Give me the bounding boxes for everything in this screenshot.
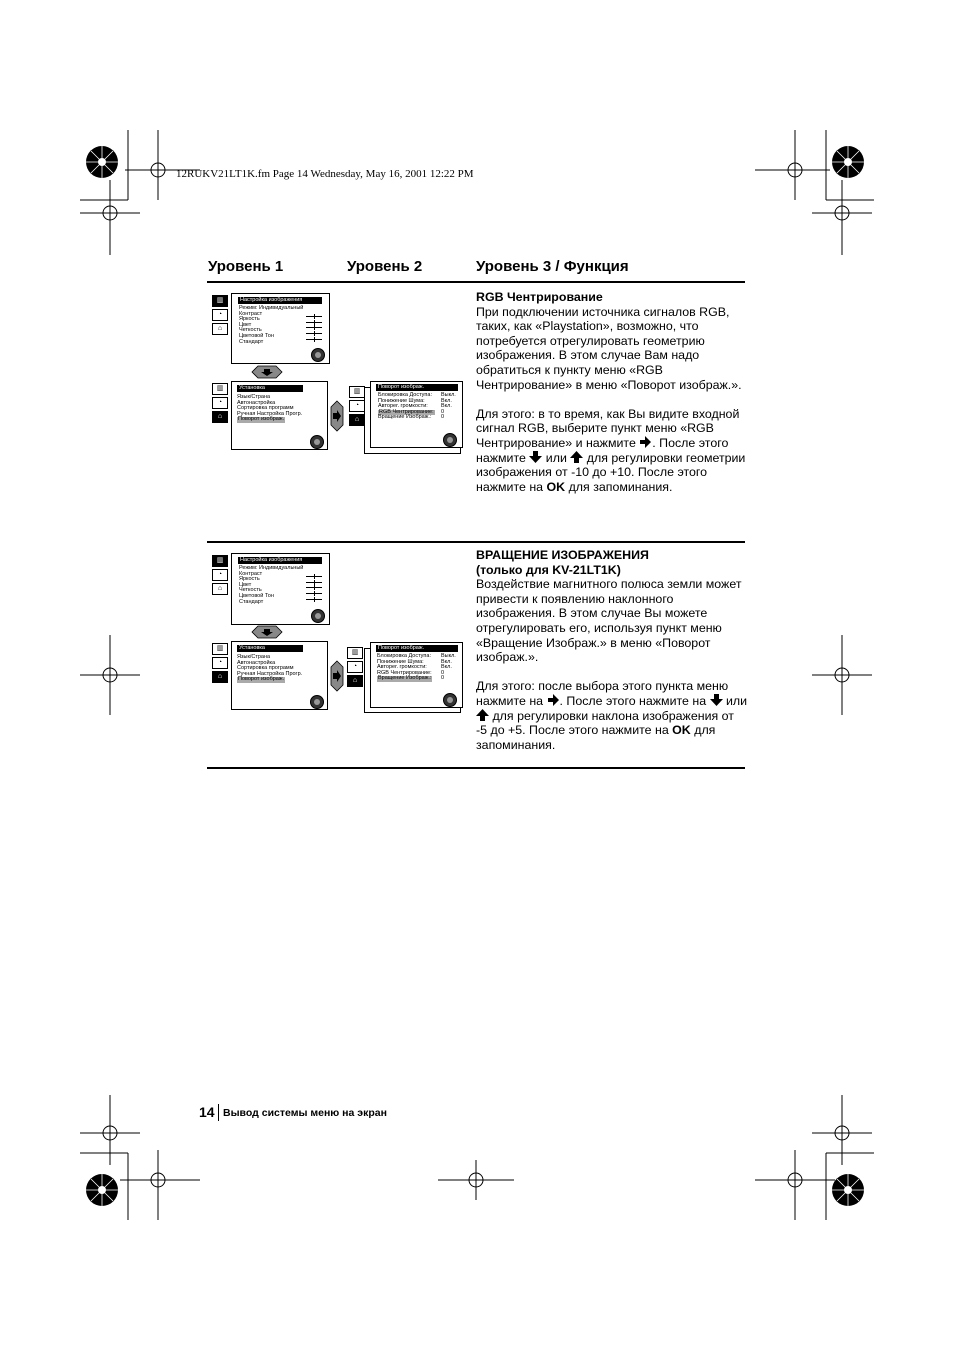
picture-tab-icon: ▥ xyxy=(349,386,365,398)
rule-middle xyxy=(207,541,745,543)
menu-item xyxy=(237,677,302,683)
section1-title: RGB Чентрирование xyxy=(476,290,603,304)
setup-tab-icon: ⌂ xyxy=(212,671,228,683)
up-arrow-icon xyxy=(570,451,583,463)
slider-icon xyxy=(306,582,322,583)
menu-item: Режим: Индивидуальный xyxy=(239,305,304,311)
menu-item: Вращение Изображ.: xyxy=(378,414,432,421)
setup-menu-screen xyxy=(231,641,328,710)
rotate-menu-title: Поворот изображ. xyxy=(376,384,458,391)
menu-value: 0 xyxy=(441,408,445,415)
menu-item: Сортировка программ xyxy=(237,405,294,412)
sound-tab-icon: ◔ xyxy=(347,661,363,673)
menu-item xyxy=(237,417,302,423)
picture-menu-screen xyxy=(231,553,330,625)
slider-icon xyxy=(306,599,322,600)
slider-icon xyxy=(306,333,322,334)
setup-tab-icon: ⌂ xyxy=(212,411,228,423)
file-header-line: 12RUKV21LT1K.fm Page 14 Wednesday, May 16, 2001 12:22 PM xyxy=(176,168,474,180)
sound-tab-icon: ◔ xyxy=(212,397,228,409)
picture-tab-icon: ▥ xyxy=(212,295,228,307)
menu-value: 0 xyxy=(441,669,445,676)
sound-tab-icon: ◔ xyxy=(212,657,228,669)
footer-section-title: Вывод системы меню на экран xyxy=(223,1107,387,1119)
menu-item: Цвет xyxy=(239,321,252,328)
sound-tab-icon: ◔ xyxy=(212,309,228,321)
rotate-menu-values xyxy=(441,393,456,421)
ok-button-icon xyxy=(311,609,325,623)
level-2-heading: Уровень 2 xyxy=(347,258,423,275)
menu-item: RGB Чентрирование: xyxy=(377,669,432,676)
setup-menu-items xyxy=(237,655,302,683)
level-1-heading: Уровень 1 xyxy=(208,258,284,275)
menu-value: Вкл. xyxy=(441,658,452,665)
slider-icon xyxy=(306,593,322,594)
menu-item: Яркость xyxy=(239,316,260,323)
menu-item: Автонастройка xyxy=(237,659,276,666)
section2-title: ВРАЩЕНИЕ ИЗОБРАЖЕНИЯ xyxy=(476,548,649,562)
menu-value: Выкл. xyxy=(441,392,456,398)
picture-menu-items xyxy=(239,566,303,605)
menu-item: Контраст xyxy=(239,310,263,317)
setup-menu-items xyxy=(237,395,302,423)
menu-value: 0 xyxy=(441,675,445,682)
rotate-menu-values xyxy=(441,654,456,682)
slider-icon xyxy=(306,327,322,328)
menu-item: Четкость xyxy=(239,587,262,594)
menu-item xyxy=(377,676,432,682)
rule-bottom xyxy=(207,767,745,769)
footer-divider xyxy=(218,1104,219,1121)
picture-menu-items xyxy=(239,306,303,345)
picture-tab-icon: ▥ xyxy=(212,555,228,567)
setup-menu-title: Установка xyxy=(237,645,303,652)
slider-icon xyxy=(306,316,322,317)
menu-item: Стандарт xyxy=(239,598,264,605)
picture-menu-screen xyxy=(231,293,330,364)
picture-tab-icon: ▥ xyxy=(212,643,228,655)
rule-top xyxy=(207,281,745,283)
menu-item: Режим: Индивидуальный xyxy=(239,565,304,571)
setup-tab-icon: ⌂ xyxy=(212,323,228,335)
rotate-menu-screen xyxy=(370,642,463,708)
slider-icon xyxy=(306,587,322,588)
slider-icon xyxy=(306,339,322,340)
menu-item: Понижение Шума: xyxy=(378,397,425,404)
ok-button-icon xyxy=(443,693,457,707)
menu-item: Блокировка Доступа: xyxy=(378,392,433,398)
page-number: 14 xyxy=(199,1104,215,1120)
menu-item: Ручная Настройка Прогр. xyxy=(237,670,303,677)
menu-item: Цветовой Тон xyxy=(239,592,274,599)
setup-menu-screen xyxy=(231,381,328,450)
menu-value: Выкл. xyxy=(441,653,456,659)
down-arrow-button-icon xyxy=(250,625,284,639)
ok-button-icon xyxy=(310,435,324,449)
menu-value: Вкл. xyxy=(441,403,452,410)
menu-item-selected: Вращение Изображ.: xyxy=(378,675,432,682)
setup-tab-icon: ⌂ xyxy=(349,414,365,426)
section1-text xyxy=(476,290,748,494)
picture-menu-title: Настройка изображения xyxy=(238,297,322,304)
right-arrow-icon xyxy=(547,694,560,706)
slider-icon xyxy=(306,322,322,323)
setup-tab-icon: ⌂ xyxy=(212,583,228,595)
down-arrow-icon xyxy=(529,451,542,463)
setup-tab-icon: ⌂ xyxy=(347,675,363,687)
menu-item: Цвет xyxy=(239,581,252,588)
menu-item: Стандарт xyxy=(239,338,264,345)
menu-item: Язык/Страна xyxy=(237,394,271,400)
setup-menu-title: Установка xyxy=(237,385,303,392)
menu-item-selected: Поворот изображ. xyxy=(238,416,285,423)
menu-item: Цветовой Тон xyxy=(239,332,274,339)
rotate-menu-title: Поворот изображ. xyxy=(376,645,458,652)
right-arrow-button-icon xyxy=(330,400,344,432)
sound-tab-icon: ◔ xyxy=(349,400,365,412)
section1-para2: Для этого: в то время, как Вы видите входной сигнал RGB, выберите пункт меню «RGB Чентрирование» и нажмите . После этого нажмите или для регулировки геометрии изображения от -10 до +10. После этого нажмите на OK для запоминания. xyxy=(476,406,746,494)
picture-menu-title: Настройка изображения xyxy=(238,557,322,564)
down-arrow-icon xyxy=(710,694,723,706)
section2-para1: Воздействие магнитного полюса земли может привести к появлению наклонного изображения. В этом случае Вы можете отрегулировать его, используя пункт меню «Вращение Изображ.» в меню «Поворот изображ.». xyxy=(476,577,742,665)
ok-button-icon xyxy=(443,433,457,447)
right-arrow-button-icon xyxy=(330,660,344,692)
menu-item: Понижение Шума: xyxy=(377,658,424,665)
section2-para2: Для этого: после выбора этого пункта меню нажмите на . После этого нажмите на или для регулировки наклона изображения от -5 до +5. После этого нажмите на OK для запоминания. xyxy=(476,679,748,752)
rotate-menu-screen xyxy=(370,381,463,448)
menu-item: Четкость xyxy=(239,327,262,334)
ok-button-icon xyxy=(311,348,325,362)
menu-item-selected: RGB Чентрирование: xyxy=(379,408,434,415)
picture-tab-icon: ▥ xyxy=(347,647,363,659)
menu-item: Авторег. громкости: xyxy=(378,403,428,410)
menu-item: Сортировка программ xyxy=(237,665,294,672)
menu-value: 0 xyxy=(441,414,445,421)
section2-text xyxy=(476,548,748,752)
right-arrow-icon xyxy=(639,436,652,448)
menu-item: Блокировка Доступа: xyxy=(377,653,432,659)
sound-tab-icon: ◔ xyxy=(212,569,228,581)
menu-item-selected: Поворот изображ. xyxy=(238,676,285,683)
section1-para1: При подключении источника сигналов RGB, таких, как «Playstation», возможно, что потребуется отрегулировать геометрию изображения. В этом случае Вам надо обратиться к пункту меню «RGB Чентрирование» в меню «Поворот изображ.». xyxy=(476,304,742,392)
rotate-menu-items xyxy=(377,654,432,682)
menu-item: Автонастройка xyxy=(237,399,276,406)
level-3-heading: Уровень 3 / Функция xyxy=(476,258,629,275)
slider-icon xyxy=(306,576,322,577)
menu-item: Контраст xyxy=(239,570,263,577)
menu-value: Вкл. xyxy=(441,397,452,404)
section2-subtitle: (только для KV-21LT1K) xyxy=(476,562,621,577)
menu-item: Яркость xyxy=(239,576,260,583)
down-arrow-button-icon xyxy=(250,365,284,379)
menu-item: Авторег. громкости: xyxy=(377,664,427,671)
menu-item: Язык/Страна xyxy=(237,654,271,660)
menu-item: Ручная Настройка Прогр. xyxy=(237,410,303,417)
ok-button-icon xyxy=(310,695,324,709)
rotate-menu-items xyxy=(378,393,435,421)
menu-value: Вкл. xyxy=(441,664,452,671)
up-arrow-icon xyxy=(476,709,489,721)
picture-tab-icon: ▥ xyxy=(212,383,228,395)
